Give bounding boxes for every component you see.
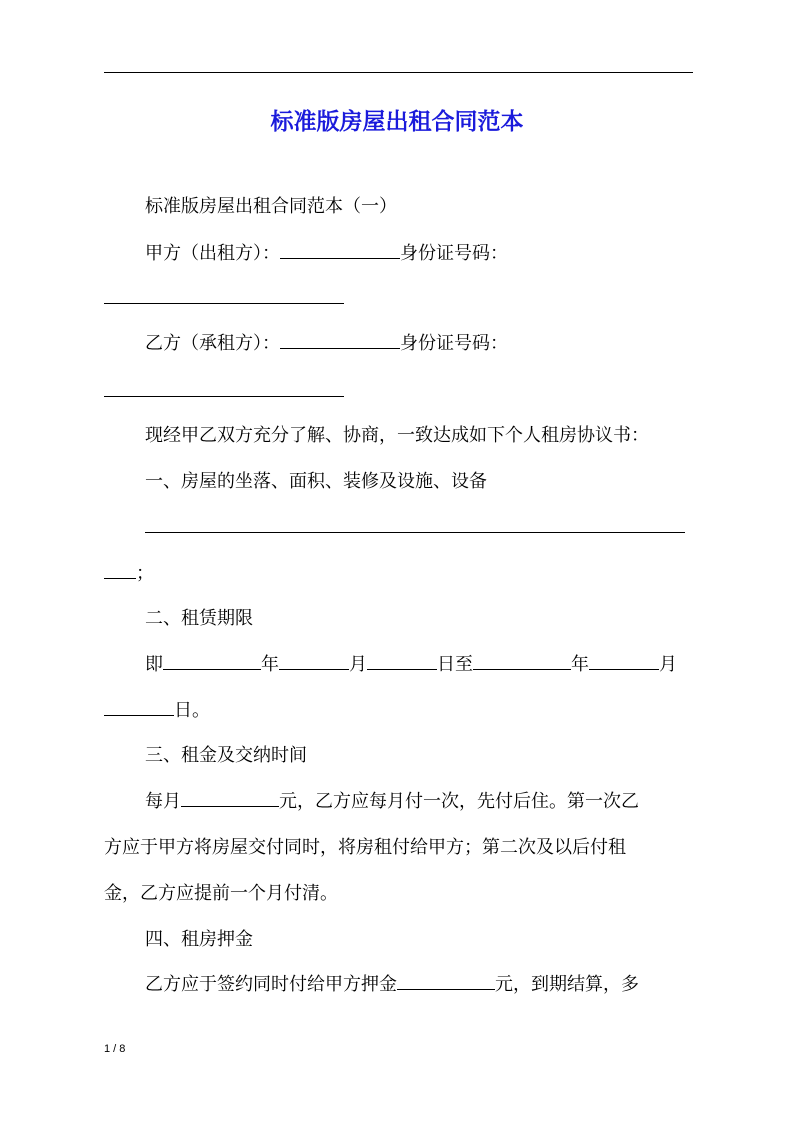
- end-month-blank: [589, 668, 659, 670]
- paragraph-subtitle: 标准版房屋出租合同范本（一）: [145, 196, 397, 217]
- start-month-blank: [279, 668, 349, 670]
- end-day-blank: [104, 714, 174, 716]
- end-day-label: 日。: [174, 700, 210, 721]
- party-b-id-blank: [104, 396, 344, 397]
- start-year-blank: [163, 668, 261, 670]
- lease-term-end-line: [104, 697, 210, 725]
- section-3-heading: 三、租金及交纳时间: [145, 745, 307, 766]
- party-b-name-blank: [280, 347, 400, 349]
- section-2-heading: 二、租赁期限: [145, 608, 253, 629]
- page-number: 1 / 8: [104, 1043, 126, 1055]
- property-details-continuation: [104, 560, 154, 588]
- deposit-amount-blank: [397, 988, 495, 990]
- party-b-label: 乙方（承租方）：: [145, 333, 280, 354]
- rent-line-1: [145, 788, 639, 816]
- document-title: 标准版房屋出租合同范本: [270, 109, 524, 135]
- deposit-prefix: 乙方应于签约同时付给甲方押金: [145, 974, 397, 995]
- property-details-blank-end: [104, 577, 136, 579]
- semicolon: ；: [136, 563, 154, 584]
- paragraph-party-a: [145, 240, 508, 268]
- section-1-heading: 一、房屋的坐落、面积、装修及设施、设备: [145, 471, 487, 492]
- start-day-label: 日至: [437, 654, 473, 675]
- start-month-label: 月: [349, 654, 367, 675]
- party-b-id-label: 身份证号码：: [400, 333, 508, 354]
- deposit-terms: 元，到期结算，多: [495, 974, 639, 995]
- property-details-blank: [145, 532, 685, 533]
- monthly-rent-blank: [181, 805, 279, 807]
- lease-term-prefix: 即: [145, 654, 163, 675]
- header-rule: [104, 72, 693, 73]
- rent-terms: 元，乙方应每月付一次，先付后住。第一次乙: [279, 791, 639, 812]
- rent-line-2: 方应于甲方将房屋交付同时，将房租付给甲方；第二次及以后付租: [104, 837, 626, 858]
- end-year-label: 年: [571, 654, 589, 675]
- party-a-id-label: 身份证号码：: [400, 243, 508, 264]
- party-a-name-blank: [280, 257, 400, 259]
- lease-term-line: [145, 651, 677, 679]
- rent-prefix: 每月: [145, 791, 181, 812]
- party-a-id-blank: [104, 303, 344, 304]
- party-a-label: 甲方（出租方）：: [145, 243, 280, 264]
- deposit-line-1: [145, 971, 639, 999]
- end-month-label: 月: [659, 654, 677, 675]
- rent-line-3: 金，乙方应提前一个月付清。: [104, 883, 338, 904]
- paragraph-agreement: 现经甲乙双方充分了解、协商，一致达成如下个人租房协议书：: [145, 425, 649, 446]
- end-year-blank: [473, 668, 571, 670]
- section-4-heading: 四、租房押金: [145, 929, 253, 950]
- paragraph-party-b: [145, 330, 508, 358]
- start-day-blank: [367, 668, 437, 670]
- start-year-label: 年: [261, 654, 279, 675]
